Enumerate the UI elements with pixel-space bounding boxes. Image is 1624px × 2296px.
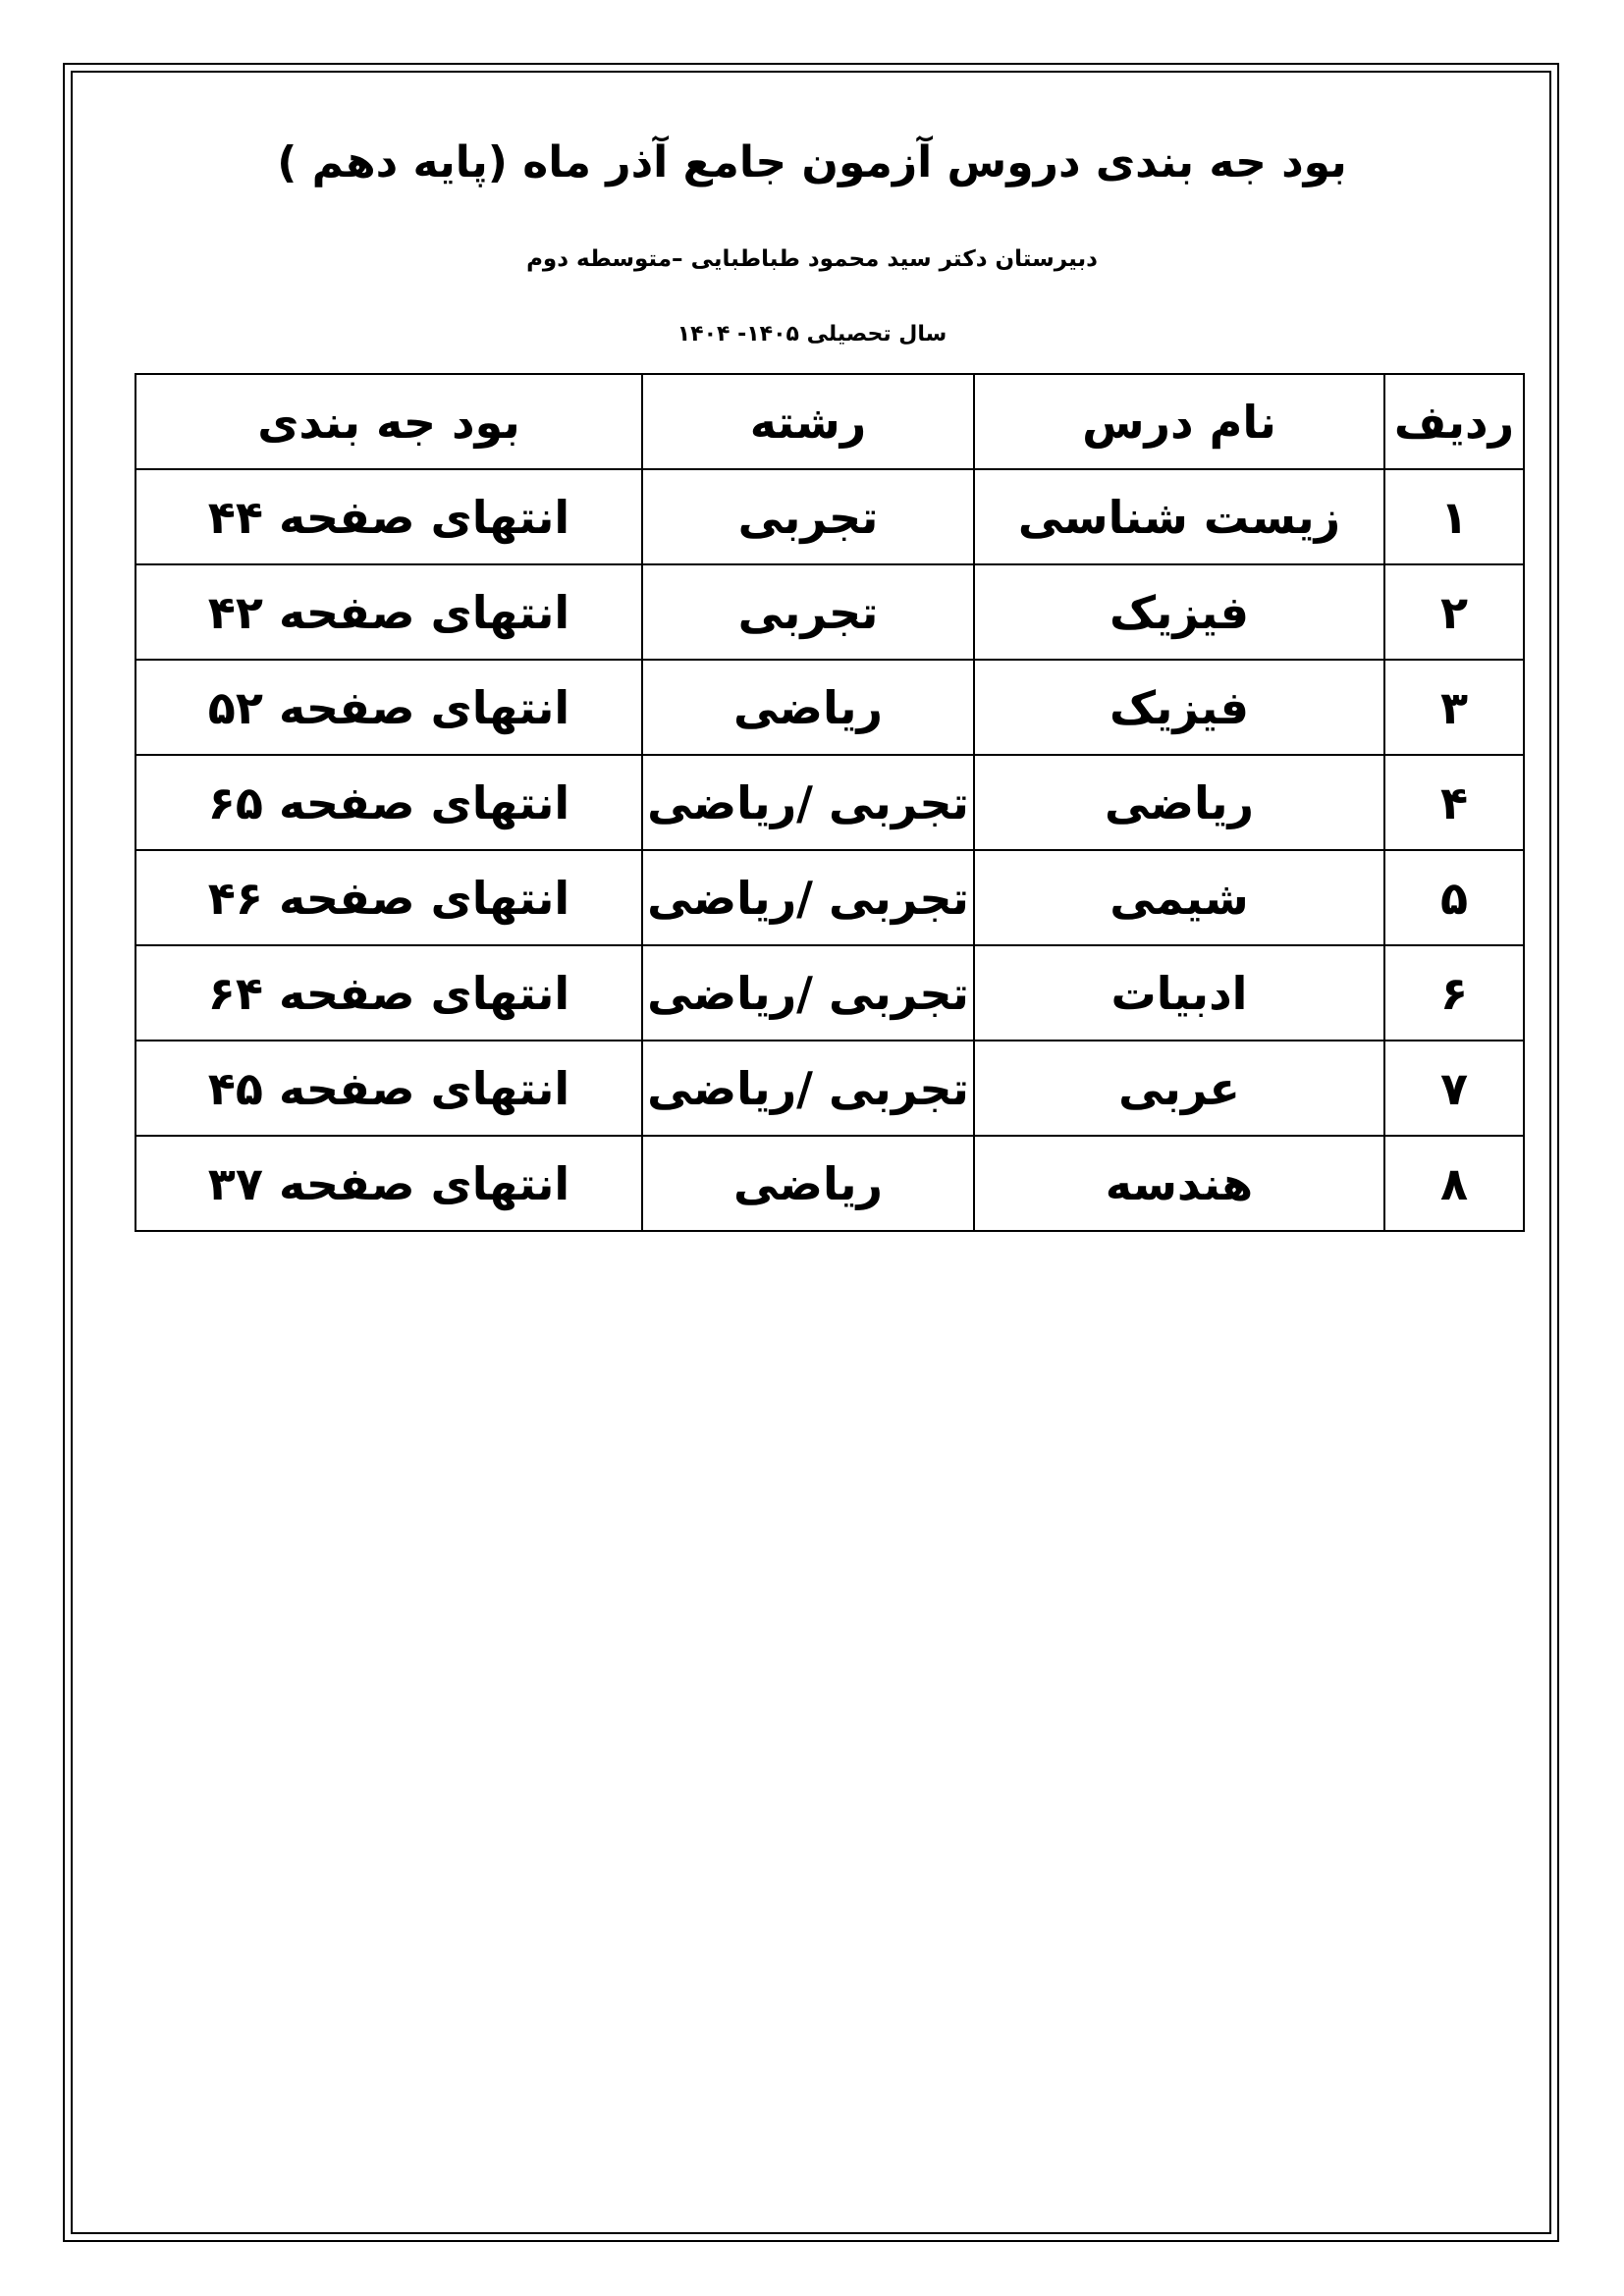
- row-number: ۱: [1384, 469, 1524, 564]
- row-number: ۷: [1384, 1041, 1524, 1136]
- course-name: زیست شناسی: [974, 469, 1384, 564]
- table-row: [135, 850, 1524, 945]
- budget: انتهای صفحه ۵۲: [135, 660, 642, 755]
- header-field: رشته: [642, 374, 974, 469]
- course-name: هندسه: [974, 1136, 1384, 1231]
- course-name: شیمی: [974, 850, 1384, 945]
- table-row: [135, 660, 1524, 755]
- table-row: [135, 1136, 1524, 1231]
- budget: انتهای صفحه ۴۴: [135, 469, 642, 564]
- budget: انتهای صفحه ۳۷: [135, 1136, 642, 1231]
- field: تجربی: [642, 469, 974, 564]
- field: تجربی /ریاضی: [642, 755, 974, 850]
- row-number: ۵: [1384, 850, 1524, 945]
- course-name: عربی: [974, 1041, 1384, 1136]
- budget: انتهای صفحه ۴۲: [135, 564, 642, 660]
- budget: انتهای صفحه ۶۴: [135, 945, 642, 1041]
- table-header-row: [135, 374, 1524, 469]
- field: ریاضی: [642, 660, 974, 755]
- table-row: [135, 1041, 1524, 1136]
- field: تجربی /ریاضی: [642, 945, 974, 1041]
- course-name: ریاضی: [974, 755, 1384, 850]
- field: تجربی /ریاضی: [642, 1041, 974, 1136]
- academic-year: سال تحصیلی ۱۴۰۵- ۱۴۰۴: [677, 322, 947, 347]
- budget: انتهای صفحه ۶۵: [135, 755, 642, 850]
- budget: انتهای صفحه ۴۵: [135, 1041, 642, 1136]
- course-name: ادبیات: [974, 945, 1384, 1041]
- document-title: بود جه بندی دروس آزمون جامع آذر ماه (پایه دهم ): [277, 137, 1347, 187]
- table-row: [135, 755, 1524, 850]
- row-number: ۳: [1384, 660, 1524, 755]
- row-number: ۲: [1384, 564, 1524, 660]
- header-budget: بود جه بندی: [135, 374, 642, 469]
- field: تجربی /ریاضی: [642, 850, 974, 945]
- header-row-number: ردیف: [1384, 374, 1524, 469]
- row-number: ۶: [1384, 945, 1524, 1041]
- course-name: فیزیک: [974, 660, 1384, 755]
- table-row: [135, 564, 1524, 660]
- budget-table: [135, 373, 1525, 1232]
- table-row: [135, 469, 1524, 564]
- table-row: [135, 945, 1524, 1041]
- school-name: دبیرستان دکتر سید محمود طباطبایی –متوسطه دوم: [526, 246, 1098, 272]
- field: تجربی: [642, 564, 974, 660]
- budget: انتهای صفحه ۴۶: [135, 850, 642, 945]
- row-number: ۸: [1384, 1136, 1524, 1231]
- header-course-name: نام درس: [974, 374, 1384, 469]
- field: ریاضی: [642, 1136, 974, 1231]
- course-name: فیزیک: [974, 564, 1384, 660]
- row-number: ۴: [1384, 755, 1524, 850]
